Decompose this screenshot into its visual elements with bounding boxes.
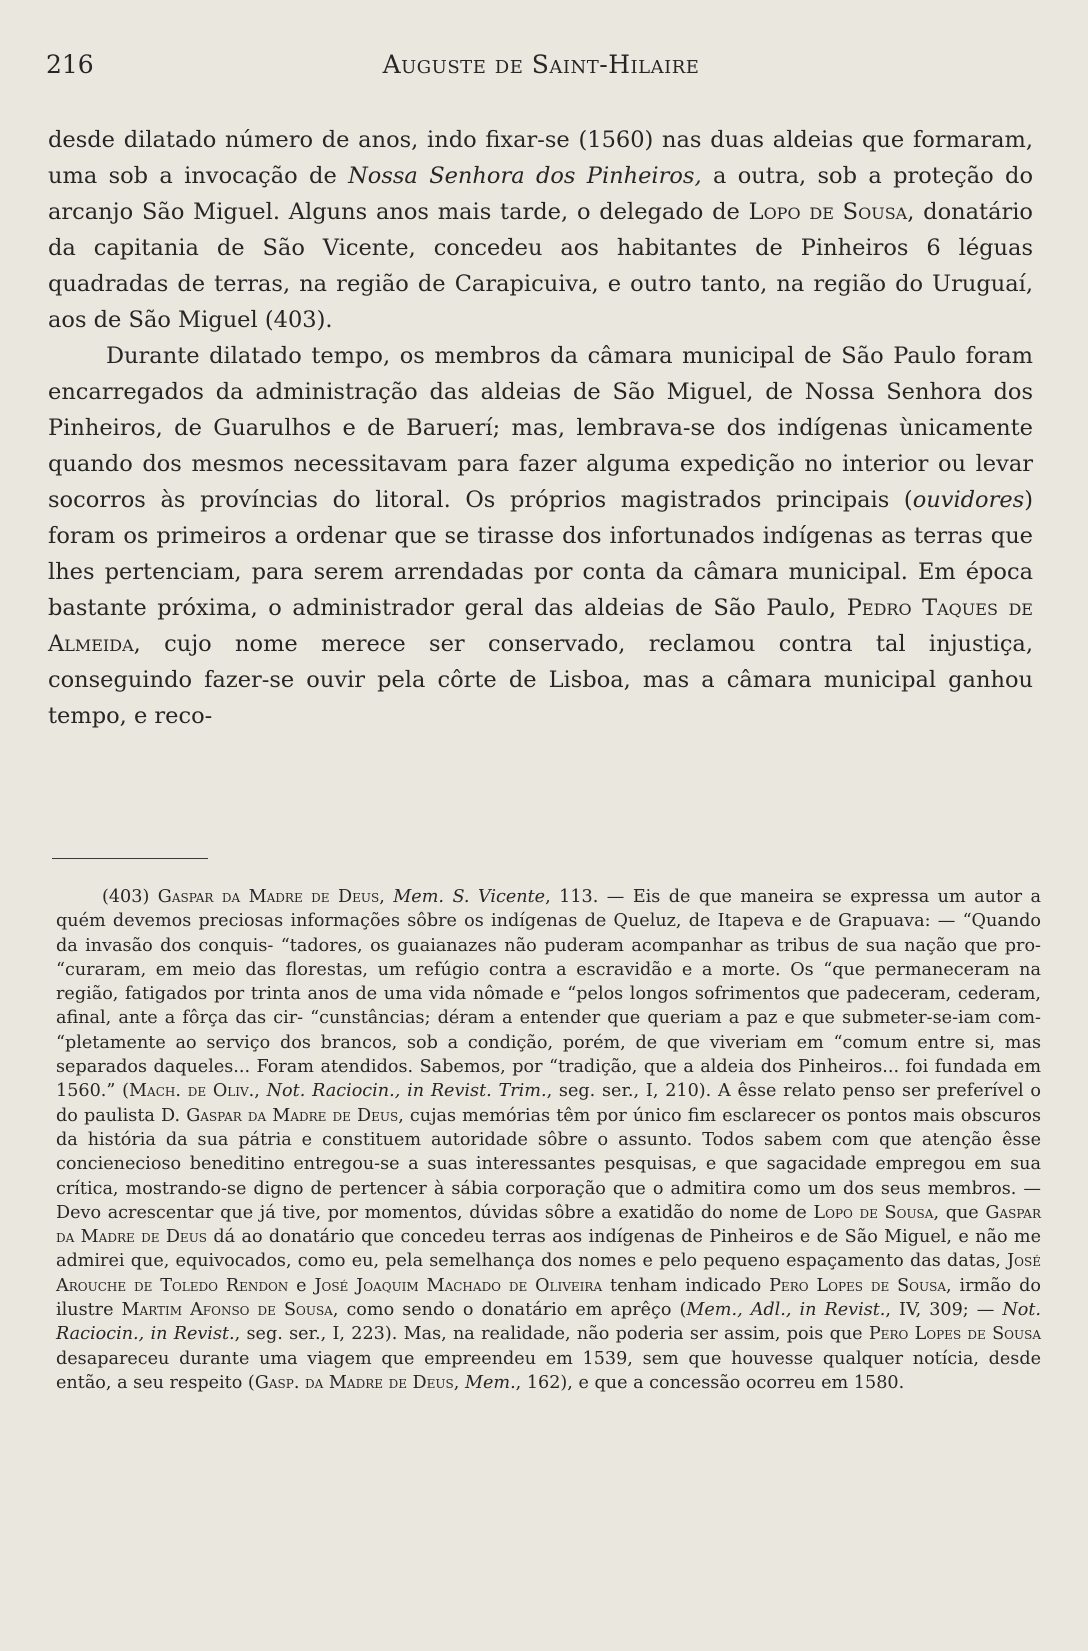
author-name: José Joaquim Machado de Oliveira — [314, 1275, 603, 1296]
text-span: , 113. — Eis de que maneira se expressa um autor a quém devemos preciosas informações sôbre os indígenas de Queluz, de Itapeva e de Grapuava: — “Quando da invasão dos conquis- “tadores, os guaianazes não puderam acompanhar as tribus de sua nação que pro- “curaram, em meio das florestas, um refúgio contra a escravidão e a morte. Os “que permaneceram na região, fatigados por trinta anos de uma vida nômade e “pelos longos sofrimentos que padeceram, cederam, afinal, ante a fôrça das cir- “cunstâncias; déram a entender que queriam a paz e que submeter-se-iam com- “pletamente ao serviço dos brancos, sob a condição, porém, de que viveriam em “comum entre si, mas separados daqueles... Foram atendidos. Sabemos, por “tradição, que a aldeia dos Pinheiros... foi fundada em 1560.” ( — [56, 887, 1041, 1102]
text-span: , donatário da capitania de São Vicente, concedeu aos habitantes de Pinheiros 6 léguas quadradas de terras, na região de Carapicuiva, e outro tanto, na região do Uruguaí, aos de São Miguel (403). — [48, 199, 1033, 333]
running-title: Auguste de Saint-Hilaire — [382, 50, 700, 79]
italic-span: Nossa Senhora dos Pinheiros, — [348, 163, 702, 189]
person-name: Pedro Taques de Almeida — [48, 595, 1033, 657]
person-name: Pero Lopes de Sousa — [868, 1324, 1041, 1345]
author-name: José Arouche de Toledo Rendon — [56, 1251, 1041, 1296]
text-span: desde dilatado número de anos, indo fixar-se (1560) nas duas aldeias que formaram, uma sob a invocação de — [48, 127, 1033, 189]
text-span: , — [254, 1081, 267, 1102]
text-span: Durante dilatado tempo, os membros da câmara municipal de São Paulo foram encarregados da administração das aldeias de São Miguel, de Nossa Senhora dos Pinheiros, de Guarulhos e de Baruerí; mas, lembrava-se dos indígenas ùnicamente quando dos mesmos necessitavam para fazer alguma expedição no interior ou levar socorros às províncias do litoral. Os próprios magistrados principais ( — [48, 343, 1033, 513]
author-name: Gasp. da Madre de Deus — [254, 1372, 454, 1393]
footnote-divider — [52, 858, 208, 859]
text-span: , que — [933, 1202, 986, 1223]
text-span: dá ao donatário que concedeu terras aos indígenas de Pinheiros e de São Miguel, e não me admirei que, equivocados, como eu, pela semelhança dos nomes e pelo pequeno espaçamento das datas, — [56, 1227, 1041, 1272]
text-span: desapareceu durante uma viagem que empreendeu em 1539, sem que houvesse qualquer notícia, desde então, a seu respeito ( — [56, 1348, 1041, 1393]
text-span: , seg. ser., I, 210). A êsse relato penso ser preferível o do paulista D. — [56, 1081, 1041, 1126]
person-name: Lopo de Sousa — [748, 199, 908, 225]
text-span: , — [453, 1372, 465, 1393]
footnote-text — [56, 885, 1041, 1395]
author-name: Mach. de Oliv. — [129, 1081, 255, 1102]
text-span: , cujo nome merece ser conservado, reclamou contra tal injustiça, conseguindo fazer-se ouvir pela côrte de Lisboa, mas a câmara municipal ganhou tempo, e reco- — [48, 631, 1033, 729]
work-title: Mem. — [464, 1372, 516, 1393]
work-title: Mem. S. Vicente — [393, 887, 546, 907]
page-header — [46, 50, 1036, 86]
person-name: Lopo de Sousa — [813, 1202, 934, 1223]
main-text — [48, 122, 1033, 734]
footnote-marker: (403) — [102, 887, 158, 907]
text-span: ) foram os primeiros a ordenar que se tirasse dos infortunados indígenas as terras que lhes pertenciam, para serem arrendadas por conta da câmara municipal. Em época bastante próxima, o administrador geral das aldeias de São Paulo, — [48, 487, 1033, 621]
work-title: Not. Raciocin., in Revist. — [56, 1300, 1041, 1345]
text-span: e — [288, 1275, 315, 1296]
paragraph-2 — [48, 338, 1033, 734]
text-span: , como sendo o donatário em aprêço ( — [332, 1300, 687, 1321]
work-title: Not. Raciocin., in Revist. Trim. — [266, 1081, 547, 1102]
work-title: Mem., Adl., in Revist. — [686, 1300, 886, 1321]
author-name: Gaspar da Madre de Deus — [157, 887, 380, 907]
text-span: a outra, sob a proteção do arcanjo São Miguel. Alguns anos mais tarde, o delegado de — [48, 163, 1033, 225]
text-span: , seg. ser., I, 223). Mas, na realidade, não poderia ser assim, pois que — [234, 1324, 869, 1345]
author-name: Gaspar da Madre de Deus — [56, 1202, 1041, 1248]
page-number: 216 — [46, 50, 94, 79]
text-span: , IV, 309; — — [885, 1300, 1003, 1321]
text-span: , cujas memórias têm por único fim esclarecer os pontos mais obscuros da história da sua pátria e constituem autoridade sôbre o assunto. Todos sabem com que atenção êsse concienecioso beneditino entregou-se a suas interessantes pesquisas, e que sagacidade empregou em sua crítica, mostrando-se digno de pertencer à sábia corporação que o admitira como um dos seus membros. — Devo acrescentar que já tive, por momentos, dúvidas sôbre a exatidão do nome de — [56, 1105, 1041, 1223]
text-span: tenham indicado — [602, 1275, 770, 1296]
italic-span: ouvidores — [912, 487, 1025, 513]
text-span: , — [379, 887, 394, 907]
person-name: Martim Afonso de Sousa — [121, 1300, 333, 1321]
text-span: , 162), e que a concessão ocorreu em 1580. — [515, 1372, 905, 1393]
footnote-403 — [56, 885, 1041, 1395]
person-name: Pero Lopes de Sousa — [769, 1275, 947, 1296]
author-name: Gaspar da Madre de Deus — [186, 1105, 399, 1126]
text-span: , irmão do ilustre — [56, 1275, 1041, 1321]
paragraph-1 — [48, 122, 1033, 338]
